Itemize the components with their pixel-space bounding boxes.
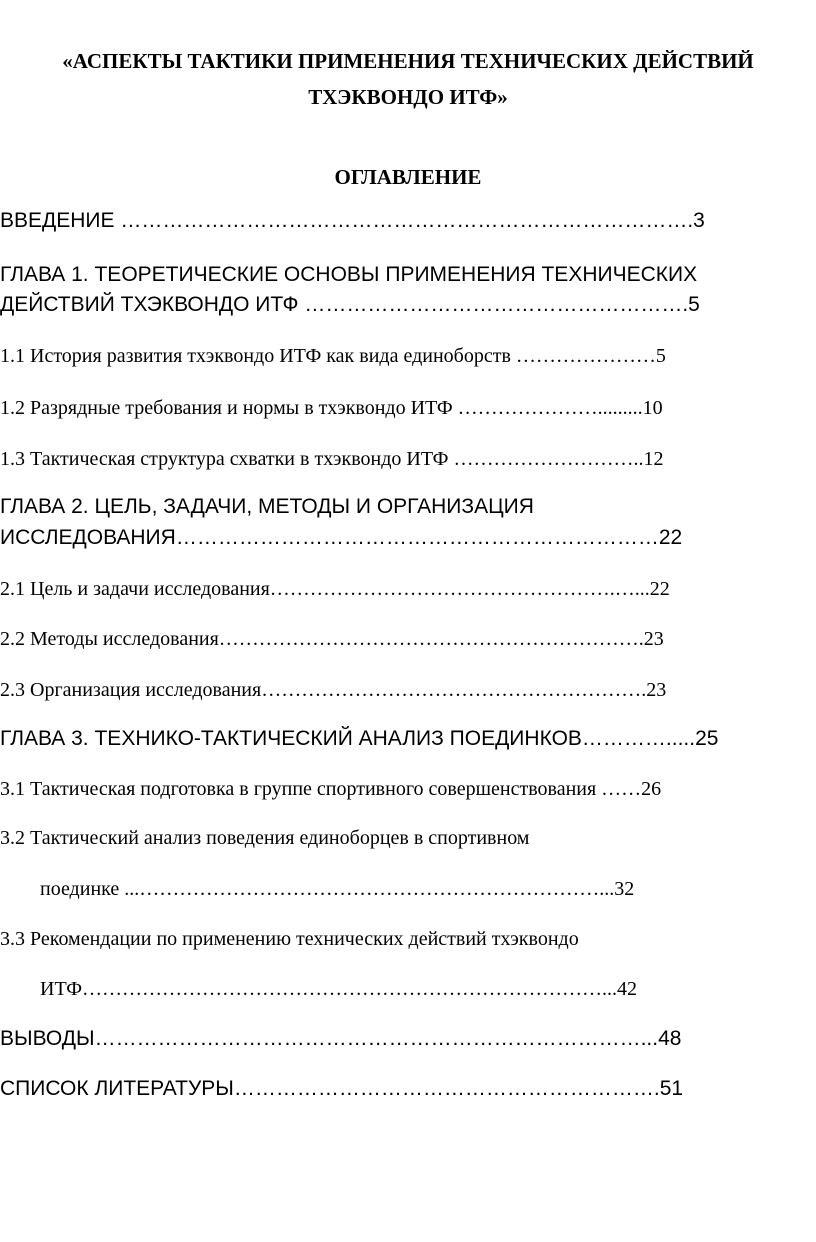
toc-entry-bibliography: СПИСОК ЛИТЕРАТУРЫ…………………………………………………….51: [0, 1077, 684, 1100]
toc-entry-1-1: 1.1 История развития тхэквондо ИТФ как вида единоборств …………………5: [0, 345, 666, 367]
toc-entry-chapter-1-line-1: ГЛАВА 1. ТЕОРЕТИЧЕСКИЕ ОСНОВЫ ПРИМЕНЕНИЯ ТЕХНИЧЕСКИХ: [0, 263, 698, 286]
toc-entry-3-3-line-1: 3.3 Рекомендации по применению технических действий тхэквондо: [0, 928, 579, 950]
toc-entry-3-2-line-1: 3.2 Тактический анализ поведения единоборцев в спортивном: [0, 827, 530, 849]
toc-entry-chapter-2-line-2: ИССЛЕДОВАНИЯ……………………………………………………………22: [0, 526, 683, 549]
toc-heading: ОГЛАВЛЕНИЕ: [334, 165, 482, 189]
document-title-line-1: «АСПЕКТЫ ТАКТИКИ ПРИМЕНЕНИЯ ТЕХНИЧЕСКИХ ДЕЙСТВИЙ: [62, 49, 754, 73]
toc-entry-conclusions: ВЫВОДЫ……………………………………………………………………...48: [0, 1027, 682, 1050]
toc-entry-2-1: 2.1 Цель и задачи исследования…………………………………………….…...22: [0, 578, 670, 600]
toc-entry-chapter-2-line-1: ГЛАВА 2. ЦЕЛЬ, ЗАДАЧИ, МЕТОДЫ И ОРГАНИЗАЦИЯ: [0, 495, 534, 518]
document-title-line-2: ТХЭКВОНДО ИТФ»: [308, 85, 508, 109]
toc-entry-3-2-line-2: поединке ...……………………………………………………………...32: [40, 878, 635, 900]
toc-entry-1-2: 1.2 Разрядные требования и нормы в тхэквондо ИТФ ………………….........10: [0, 397, 663, 419]
toc-entry-3-1: 3.1 Тактическая подготовка в группе спортивного совершенствования ……26: [0, 778, 662, 800]
toc-entry-chapter-3: ГЛАВА 3. ТЕХНИКО-ТАКТИЧЕСКИЙ АНАЛИЗ ПОЕДИНКОВ………….....25: [0, 727, 719, 750]
toc-entry-2-2: 2.2 Методы исследования……………………………………………………….23: [0, 628, 664, 650]
toc-entry-1-3: 1.3 Тактическая структура схватки в тхэквондо ИТФ ………………………..12: [0, 448, 664, 470]
toc-entry-2-3: 2.3 Организация исследования………………………………………………….23: [0, 679, 667, 701]
toc-entry-chapter-1-line-2: ДЕЙСТВИЙ ТХЭКВОНДО ИТФ ……………………………………………….5: [0, 293, 700, 316]
toc-entry-3-3-line-2: ИТФ……………………………………………………………………...42: [40, 978, 638, 1000]
toc-entry-introduction: ВВЕДЕНИЕ ……………………………………………………………………….3: [0, 209, 705, 232]
